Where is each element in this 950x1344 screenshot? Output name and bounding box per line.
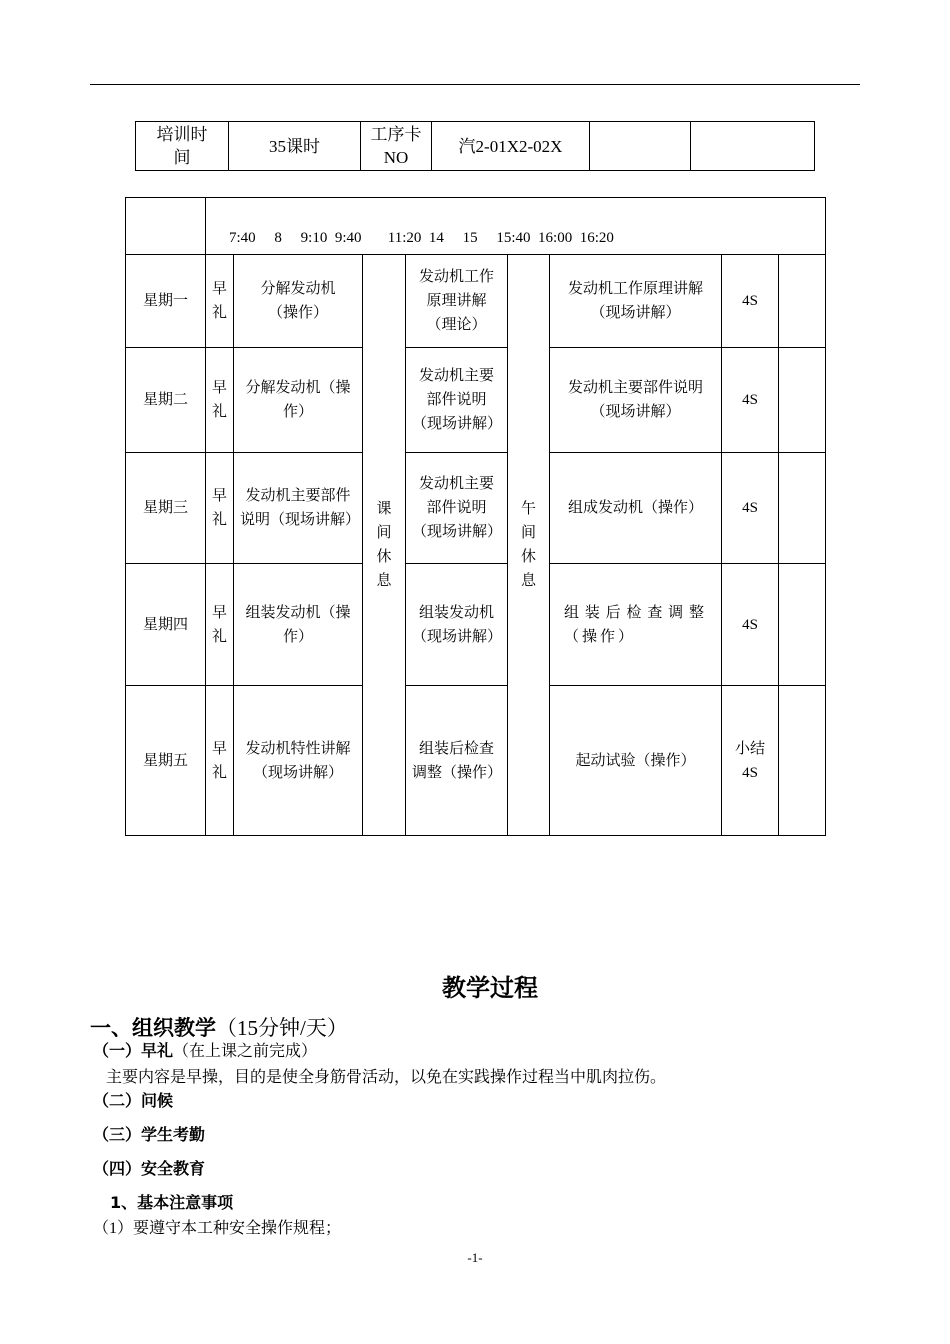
list-item: （1）要遵守本工种安全操作规程； [93,1220,342,1237]
subheading-attendance: （三）学生考勤 [93,1125,206,1144]
training-time-label: 培训时间 [136,122,229,171]
info-blank-1 [590,122,691,171]
session-4: 4S [722,453,779,564]
subheading-morning: （一）早礼（在上课之前完成） [93,1041,318,1060]
day-label: 星期五 [126,686,206,836]
blank-cell [779,564,826,686]
day-label: 星期四 [126,564,206,686]
session-1: 发动机特性讲解（现场讲解） [234,686,363,836]
time-slots: 7:40 8 9:10 9:40 11:20 14 15 15:40 16:00 16:20 [206,198,826,255]
morning-cell: 早礼 [206,686,234,836]
schedule-row-thu [126,564,826,686]
blank-cell [779,348,826,453]
schedule-row-fri [126,686,826,836]
section-title: 教学过程 [442,974,538,1002]
session-2: 发动机主要部件说明（现场讲解） [406,348,508,453]
page-number: -1- [467,1250,483,1265]
schedule-table [125,197,826,836]
subheading-basics: 1、基本注意事项 [110,1193,234,1212]
info-row [136,122,815,171]
schedule-row-wed [126,453,826,564]
session-3: 起动试验（操作） [550,686,722,836]
day-label: 星期三 [126,453,206,564]
subheading-safety: （四）安全教育 [93,1159,206,1178]
morning-cell: 早礼 [206,453,234,564]
session-2: 组装后检查调整（操作） [406,686,508,836]
session-1: 发动机主要部件说明（现场讲解） [234,453,363,564]
session-2: 发动机主要部件说明（现场讲解） [406,453,508,564]
card-label: 工序卡NO [361,122,432,171]
session-4: 小结4S [722,686,779,836]
day-label: 星期一 [126,255,206,348]
session-2: 发动机工作原理讲解（理论） [406,255,508,348]
session-4: 4S [722,255,779,348]
session-3: 发动机工作原理讲解（现场讲解） [550,255,722,348]
session-1: 组装发动机（操作） [234,564,363,686]
paragraph-morning: 主要内容是早操，目的是使全身筋骨活动，以免在实践操作过程当中肌肉拉伤。 [106,1069,667,1086]
header-rule [90,84,860,85]
subheading-greeting: （二）问候 [93,1091,174,1110]
session-1: 分解发动机（操作） [234,348,363,453]
card-value: 汽2-01X2-02X [432,122,590,171]
heading-organize: 一、组织教学（15分钟/天） [90,1016,348,1040]
blank-cell [779,255,826,348]
schedule-time-row [126,198,826,255]
session-3: 组成发动机（操作） [550,453,722,564]
lunch-cell: 午间休息 [508,255,550,836]
info-table [135,121,815,171]
session-3: 发动机主要部件说明（现场讲解） [550,348,722,453]
session-1: 分解发动机（操作） [234,255,363,348]
day-label: 星期二 [126,348,206,453]
session-4: 4S [722,348,779,453]
schedule-row-tue [126,348,826,453]
schedule-row-mon [126,255,826,348]
blank-cell [779,686,826,836]
session-2: 组装发动机（现场讲解） [406,564,508,686]
morning-cell: 早礼 [206,255,234,348]
session-4: 4S [722,564,779,686]
morning-cell: 早礼 [206,348,234,453]
morning-cell: 早礼 [206,564,234,686]
corner-cell [126,198,206,255]
training-time-value: 35课时 [229,122,361,171]
break-cell: 课间休息 [363,255,406,836]
blank-cell [779,453,826,564]
session-3: 组装后检查调整（操作） [550,564,722,686]
info-blank-2 [691,122,815,171]
